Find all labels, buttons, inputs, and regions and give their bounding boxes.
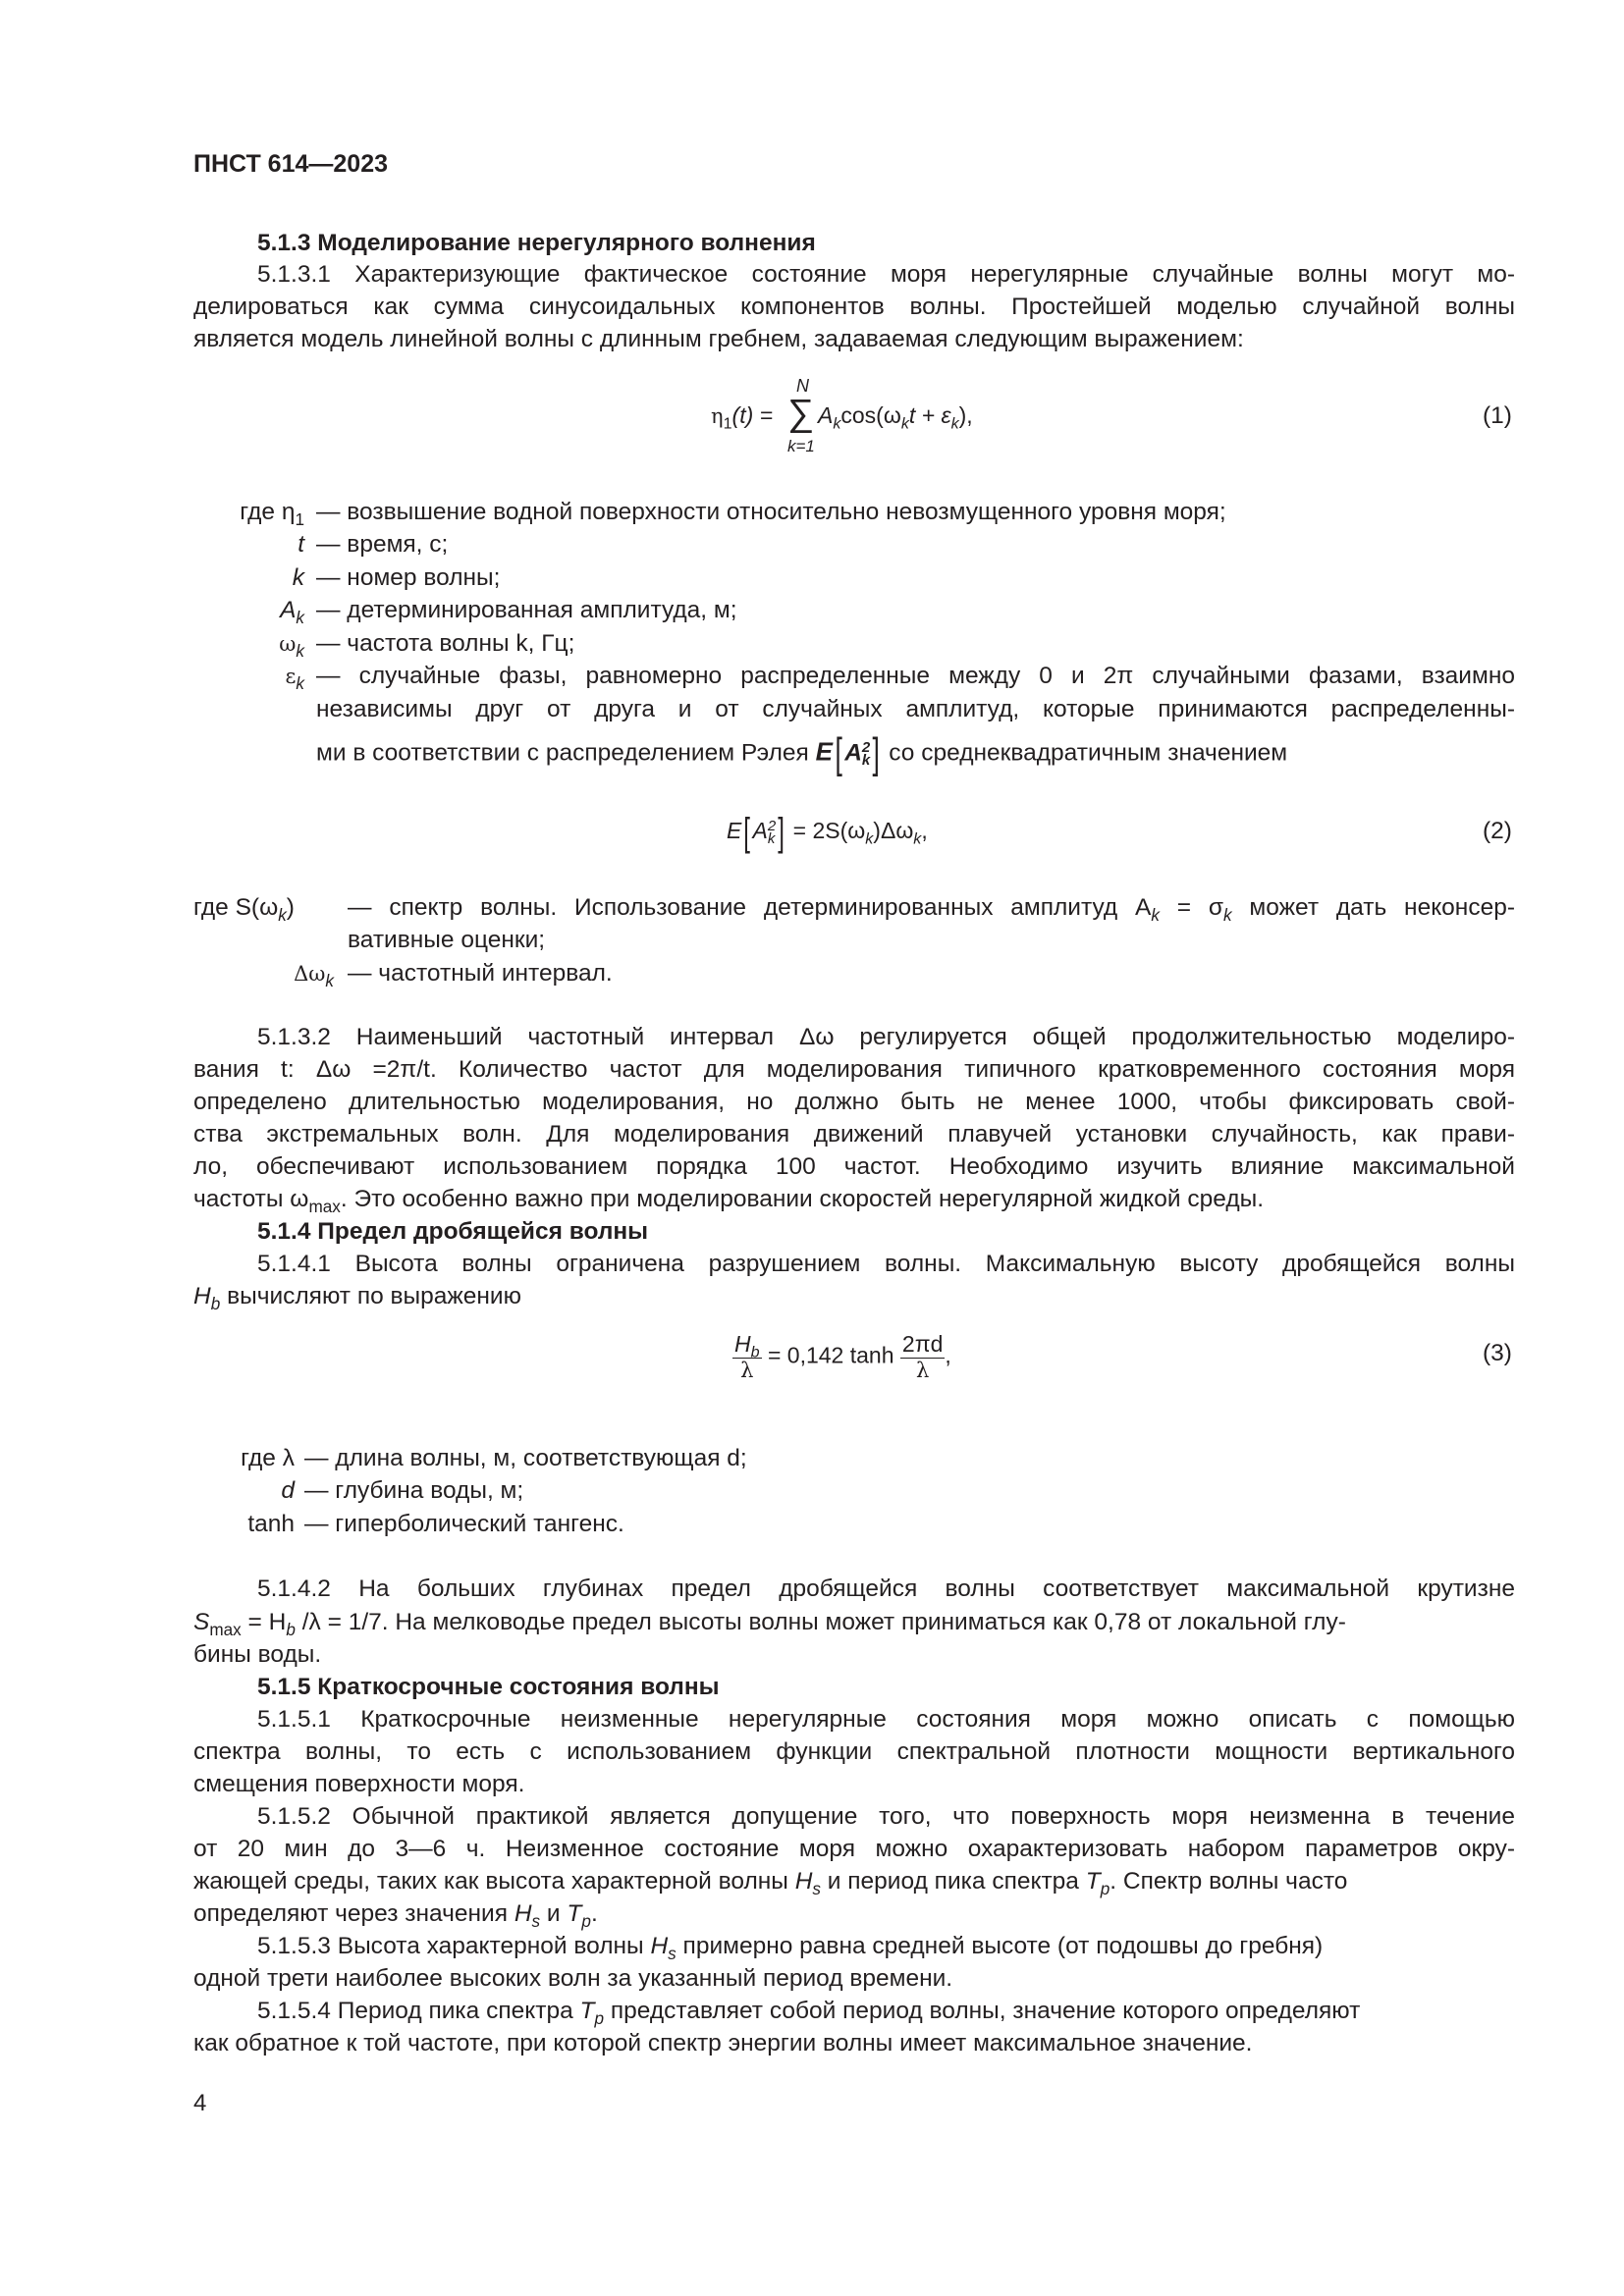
paragraph-line: является модель линейной волны с длинным гребнем, задаваемая следующим выражением: (193, 326, 1244, 352)
doc-code-header: ПНСТ 614—2023 (193, 150, 388, 178)
definition-text: — глубина воды, м; (304, 1477, 524, 1504)
paragraph-line: ства экстремальных волн. Для моделирования движений плавучей установки случайность, как прави- (193, 1121, 1515, 1148)
definition-symbol: где $\eta_1$ (240, 499, 304, 529)
definition-text: — гиперболический тангенс. (304, 1511, 624, 1537)
paragraph-line: смещения поверхности моря. (193, 1771, 525, 1797)
paragraph-line: от 20 мин до 3—6 ч. Неизменное состояние моря можно охарактеризовать набором параметров окру- (193, 1836, 1515, 1862)
definition-text-cont: ми в соответствии с распределением Рэлея E[A 2 k ] со среднеквадратичным значением (316, 729, 1288, 777)
paragraph-line: частоты $\omega_{max}$. Это особенно важно при моделировании скоростей нерегулярной жидкой среды. (193, 1186, 1265, 1216)
definition-text-cont: вативные оценки; (348, 927, 546, 953)
section-heading-5-1-3: 5.1.3 Моделирование нерегулярного волнения (257, 230, 816, 256)
paragraph-line: как обратное к той частоте, при которой спектр энергии волны имеет максимальное значение. (193, 2030, 1253, 2056)
section-heading-5-1-5: 5.1.5 Краткосрочные состояния волны (257, 1674, 720, 1700)
definition-text: — случайные фазы, равномерно распределенные между 0 и 2π случайными фазами, взаимно (316, 663, 1515, 689)
paragraph-line: одной трети наиболее высоких волн за указанный период времени. (193, 1965, 953, 1992)
definition-text-cont: независимы друг от друга и от случайных амплитуд, которые принимаются распределенны- (316, 696, 1515, 722)
definition-symbol: $\varepsilon_k$ (285, 665, 304, 693)
equation-1-number: (1) (1483, 402, 1512, 429)
paragraph-line: 5.1.5.2 Обычной практикой является допущение того, что поверхность моря неизменна в течение (257, 1803, 1515, 1830)
definition-text: — частота волны k, Гц; (316, 630, 575, 657)
definition-symbol: t (298, 531, 304, 558)
paragraph-line: делироваться как сумма синусоидальных компонентов волны. Простейшей моделью случайной волны (193, 294, 1515, 320)
definition-text: — длина волны, м, соответствующая d; (304, 1445, 747, 1471)
definition-text: — спектр волны. Использование детерминированных амплитуд $A_k = \sigma_k$ может дать неконсер- (348, 894, 1516, 925)
paragraph-line: 5.1.4.1 Высота волны ограничена разрушением волны. Максимальную высоту дробящейся волны (257, 1251, 1515, 1277)
paragraph-line: ло, обеспечивают использованием порядка 100 частот. Необходимо изучить влияние максимальной (193, 1153, 1515, 1180)
definition-text: — возвышение водной поверхности относительно невозмущенного уровня моря; (316, 499, 1226, 525)
definition-symbol: $\Delta\omega_k$ (294, 962, 334, 990)
definition-symbol: d (281, 1477, 295, 1504)
definition-symbol: k (292, 564, 304, 591)
paragraph-line: 5.1.3.1 Характеризующие фактическое состояние моря нерегулярные случайные волны могут мо- (257, 261, 1515, 288)
section-heading-5-1-4: 5.1.4 Предел дробящейся волны (257, 1218, 649, 1245)
definition-text: — номер волны; (316, 564, 501, 591)
paragraph-line: определено длительностью моделирования, но должно быть не менее 1000, чтобы фиксировать свой- (193, 1089, 1515, 1115)
definition-text: — детерминированная амплитуда, м; (316, 597, 737, 623)
equation-3-number: (3) (1483, 1340, 1512, 1366)
definition-text: — частотный интервал. (348, 960, 613, 987)
paragraph-line: определяют через значения $H_s$ и $T_p$. (193, 1900, 598, 1931)
paragraph-line: 5.1.3.2 Наименьший частотный интервал Δω регулируется общей продолжительностью моделиро- (257, 1024, 1515, 1050)
definition-symbol: где λ (241, 1445, 295, 1471)
paragraph-line: 5.1.5.4 Период пика спектра $T_p$ представляет собой период волны, значение которого определяют (257, 1998, 1361, 2028)
paragraph-line: 5.1.5.1 Краткосрочные неизменные нерегулярные состояния моря можно описать с помощью (257, 1706, 1515, 1733)
paragraph-line: $S_{max} = H_b$ /λ = 1/7. На мелководье предел высоты волны может приниматься как 0,78 от локальной глу- (193, 1609, 1346, 1639)
definition-symbol: $\omega_k$ (279, 632, 304, 661)
definition-symbol: tanh (247, 1511, 295, 1537)
paragraph-line: спектра волны, то есть с использованием функции спектральной плотности мощности вертикального (193, 1738, 1515, 1765)
page-number: 4 (193, 2090, 207, 2116)
paragraph-line: бины воды. (193, 1641, 322, 1668)
paragraph-line: $H_b$ вычисляют по выражению (193, 1283, 521, 1313)
paragraph-line: вания t: Δω =2π/t. Количество частот для моделирования типичного кратковременного состояния моря (193, 1056, 1515, 1083)
equation-2-number: (2) (1483, 818, 1512, 844)
paragraph-line: 5.1.5.3 Высота характерной волны $H_s$ примерно равна средней высоте (от подошвы до гребня) (257, 1933, 1324, 1963)
paragraph-line: жающей среды, таких как высота характерной волны $H_s$ и период пика спектра $T_p$. Спектр волны часто (193, 1868, 1348, 1898)
definition-symbol: $A_k$ (280, 597, 304, 627)
definition-symbol: где $S(\omega_k)$ (193, 894, 295, 925)
paragraph-line: 5.1.4.2 На больших глубинах предел дробящейся волны соответствует максимальной крутизне (257, 1575, 1515, 1602)
definition-text: — время, с; (316, 531, 449, 558)
